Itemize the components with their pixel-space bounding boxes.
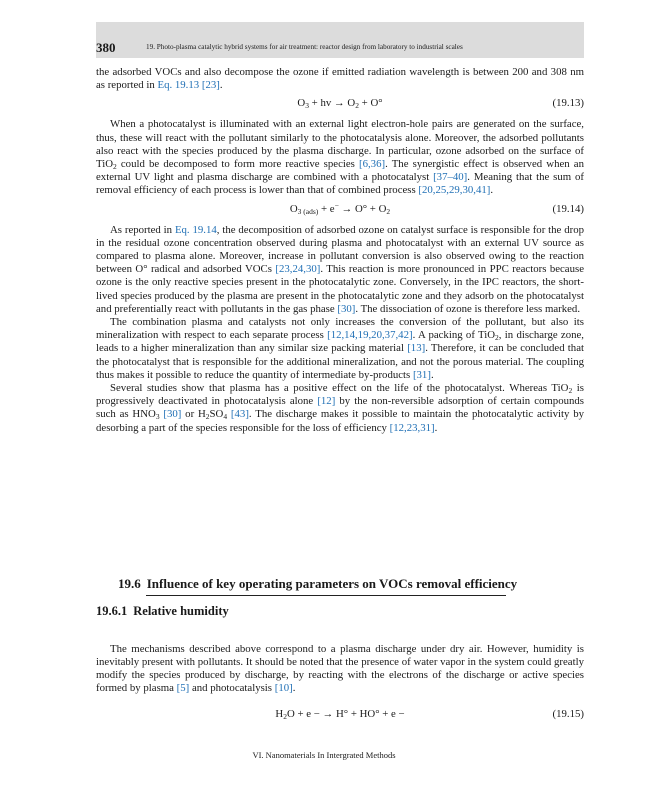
citation-link[interactable]: [13] (407, 342, 426, 355)
paragraph: the adsorbed VOCs and also decompose the ozone if emitted radiation wavelength is between 200 and 308 nm as reported in Eq. 19.13 [23]. (96, 66, 584, 92)
citation-link[interactable]: [43] (230, 408, 249, 421)
page-number: 380 (96, 40, 116, 55)
header-bar (96, 22, 584, 58)
equation-19-13: $O_3$ + hv → $O_2 + O^\circ$ (19.13) (297, 97, 584, 111)
paragraph: When a photocatalyst is illuminated with an external light electron-hole pairs are generated on the surface, thus, these will react with the pollutant similarly to the photocatalysis alone. Moreover, the adsorbed pollutants also react with the species produced by the plasma discharge. In particular, ozone adsorbed on the surface of TiO$_2$ could be decomposed to form more reactive species [6,36]. The synergistic effect is observed when an external UV light and plasma discharge are combined with a photocatalyst [37–40]. Meaning that the sum of removal efficiency of each process is lower than that of combined process [20,25,29,30,41]. (96, 118, 585, 197)
citation-link[interactable]: [5] (176, 682, 190, 695)
paragraph: The combination plasma and catalysts not only increases the conversion of the pollutant, but also its mineralization with respect to each separate process [12,14,19,20,37,42]. A packing of TiO$_2$, in discharge zone, leads to a higher mineralization than any similar size packing material [13]. Therefore, it can be concluded that the photocatalyst that is responsible for the additional mineralization, and not the porous material. The coupling thus makes it possible to reduce the quantity of intermediate by-products [31]. (96, 316, 585, 381)
equation-number: (19.14) (552, 202, 584, 215)
citation-link[interactable]: [20,25,29,30,41] (418, 184, 491, 197)
equation-number: (19.13) (552, 97, 584, 110)
citation-link[interactable]: [30] (163, 408, 182, 421)
citation-link[interactable]: [23] (201, 79, 220, 92)
citation-link[interactable]: [30] (337, 302, 356, 315)
page-footer: VI. Nanomaterials In Intergrated Methods (252, 750, 396, 760)
equation-number: (19.15) (552, 708, 584, 721)
section-text (96, 632, 584, 729)
subsection-heading (96, 604, 229, 619)
running-head: 19. Photo-plasma catalytic hybrid systems for air treatment: reactor design from laboratory to industrial scales (146, 43, 463, 51)
citation-link[interactable]: [23,24,30] (275, 263, 321, 276)
paragraph: The mechanisms described above correspond to a plasma discharge under dry air. However, humidity is inevitably present with pollutants. It should be noted that the presence of water vapor in the system could greatly modify the species produced by discharge, by reacting with the electrons of the discharge or active species formed by plasma [5] and photocatalysis [10]. (96, 642, 584, 695)
citation-link[interactable]: [31] (412, 368, 431, 381)
citation-link[interactable]: [12,23,31] (389, 421, 435, 434)
paragraph: As reported in Eq. 19.14, the decomposition of adsorbed ozone on catalyst surface is responsible for the drop in the residual ozone concentration observed during plasma and photocatalyst with an external UV source as compared to plasma alone. Moreover, increase in pollutant conversion is also observed owing to the reaction between O° radical and adsorbed VOCs [23,24,30]. This reaction is more pronounced in PPC reactors because ozone is the only reactive species present in the photocatalytic zone. Conversely, in the IPC reactors, the short-lived species produced by the plasma are present in the photocatalytic zone and they adsorb on the photocatalyst and preferentially react with pollutants in the gas phase [30]. The dissociation of ozone is therefore less marked. (96, 223, 584, 315)
equation-19-14: $O_{3 (ads)} + e^- \to O^\circ + O_2$ (19.14) (289, 200, 584, 216)
main-text (96, 66, 584, 435)
section-rule (146, 595, 506, 596)
equation-link[interactable]: Eq. 19.14 (174, 223, 217, 236)
paragraph: Several studies show that plasma has a positive effect on the life of the photocatalyst. Whereas TiO$_2$ is progressively deactivated in photocatalysis alone [12] by the non-reversible adsorption of certain compounds such as $HNO_3$ [30] or $H_2SO_4$ [43]. The discharge makes it possible to maintain the photocatalytic activity by desorbing a part of the species responsible for the loss of efficiency [12,23,31]. (96, 382, 584, 434)
equation-19-15: $H_2O + e$ − → H° + HO° + e − (19.15) (275, 708, 584, 722)
section-title: Influence of key operating parameters on VOCs removal efficiency (146, 576, 518, 591)
equation-link[interactable]: Eq. 19.13 (157, 79, 200, 92)
citation-link[interactable]: [12,14,19,20,37,42] (327, 329, 413, 342)
subsection-title: Relative humidity (133, 604, 229, 618)
citation-link[interactable]: [12] (317, 395, 336, 408)
section-heading (118, 576, 517, 592)
section-number: 19.6 (118, 576, 141, 591)
subsection-number: 19.6.1 (96, 604, 128, 618)
citation-link[interactable]: [10] (274, 682, 293, 695)
citation-link[interactable]: [6,36] (358, 158, 386, 171)
citation-link[interactable]: [37–40] (433, 171, 468, 184)
